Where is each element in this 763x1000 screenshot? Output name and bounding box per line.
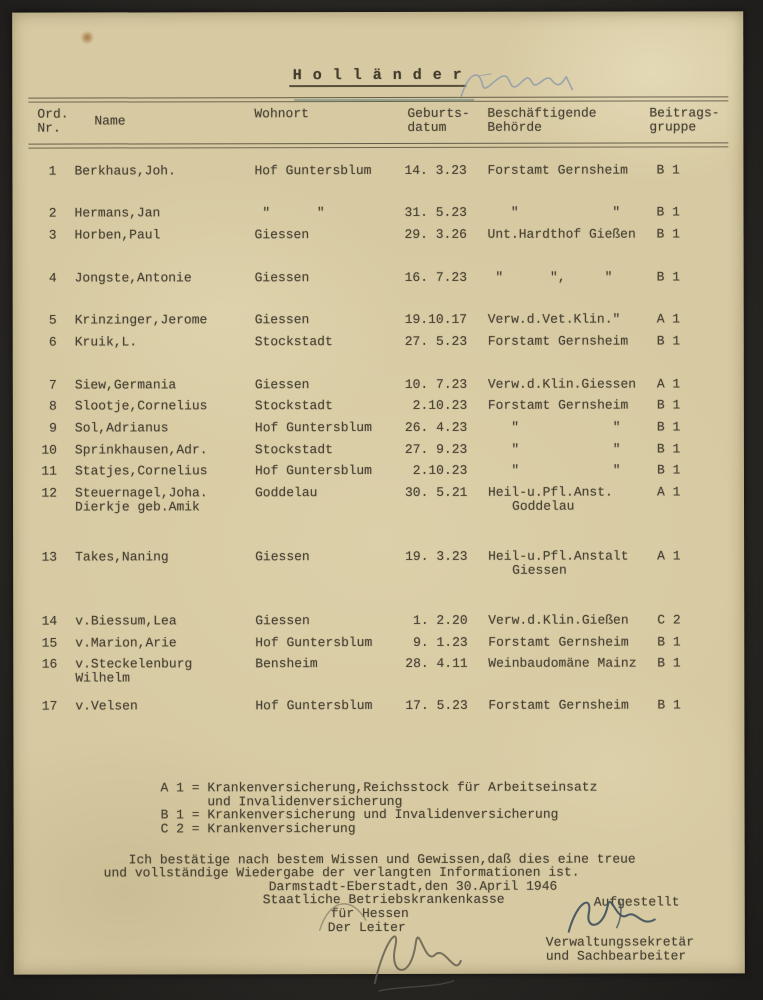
cell-geburtsdatum: 30. 5.21 (404, 484, 468, 500)
header-datum: datum (407, 119, 447, 135)
statement-line2: und vollständige Wiedergabe der verlangten Informationen ist. (103, 864, 580, 881)
cell-wohnort: Bensheim (255, 656, 318, 672)
header-beschaeftigende: Beschäftigende (487, 105, 597, 121)
cell-geburtsdatum: 27. 5.23 (404, 333, 468, 349)
cell-geburtsdatum: 29. 3.26 (404, 226, 467, 242)
cell-beitragsgruppe: B 1 (657, 655, 681, 671)
table-row (13, 485, 744, 516)
cell-wohnort: Giessen (254, 312, 310, 328)
cell-wohnort: Giessen (254, 227, 310, 243)
cell-name: Jongste,Antonie (74, 270, 192, 286)
cell-geburtsdatum: 16. 7.23 (404, 269, 468, 285)
cell-wohnort: Stockstadt (254, 398, 333, 414)
header-ord: Ord. (37, 106, 69, 122)
cell-ord-nr: 6 (48, 334, 57, 350)
cell-name: Berkhaus,Joh. (74, 163, 176, 179)
cell-geburtsdatum: 19. 3.23 (405, 548, 468, 564)
table-row (13, 270, 744, 301)
header-behoerde: Behörde (487, 119, 542, 135)
cell-ord-nr: 3 (48, 227, 57, 243)
legend-line-b1: B 1 = Krankenversicherung und Invalidenversicherung (160, 806, 559, 823)
table-row (12, 163, 743, 194)
statement-line1: Ich bestätige nach bestem Wissen und Gewissen,daß dies eine treue (128, 851, 636, 868)
cell-wohnort: Goddelau (254, 485, 318, 501)
cell-beitragsgruppe: A 1 (657, 548, 681, 564)
statement-org: Staatliche Betriebskrankenkasse (262, 891, 505, 908)
legend-line-a1: A 1 = Krankenversicherung,Reichsstock für Arbeitseinsatz (160, 779, 598, 796)
cell-wohnort: " " (254, 205, 325, 221)
header-name: Name (94, 113, 126, 129)
cell-beitragsgruppe: B 1 (657, 634, 681, 650)
cell-name: v.Biessum,Lea (75, 613, 177, 629)
cell-ord-nr: 14 (41, 613, 58, 629)
cell-ord-nr: 4 (48, 270, 57, 286)
cell-ord-nr: 9 (49, 420, 57, 436)
cell-geburtsdatum: 27. 9.23 (404, 441, 468, 457)
cell-ord-nr: 12 (41, 485, 58, 501)
cell-name: Horben,Paul (74, 227, 161, 243)
cell-behoerde: Forstamt Gernsheim (488, 697, 629, 713)
cell-behoerde: Heil-u.Pfl.Anst. (487, 484, 613, 500)
cell-name-line2: Dierkje geb.Amik (75, 498, 200, 515)
header-beitrags: Beitrags- (649, 105, 720, 121)
table-row (13, 698, 744, 729)
cell-wohnort: Giessen (254, 377, 310, 393)
cell-name: Steuernagel,Joha. (74, 485, 208, 501)
cell-geburtsdatum: 9. 1.23 (405, 634, 468, 650)
cell-ord-nr: 1 (48, 163, 57, 179)
cell-ord-nr: 13 (41, 549, 58, 565)
cell-ord-nr: 16 (41, 656, 58, 672)
legend-line-c2: C 2 = Krankenversicherung (160, 821, 356, 837)
cell-wohnort: Hof Guntersblum (255, 635, 373, 651)
cell-geburtsdatum: 2.10.23 (404, 397, 468, 413)
cell-name: Takes,Naning (75, 549, 169, 565)
cell-wohnort: Hof Guntersblum (255, 698, 373, 714)
cell-geburtsdatum: 17. 5.23 (405, 697, 468, 713)
cell-wohnort: Stockstadt (254, 442, 333, 458)
cell-behoerde: Forstamt Gernsheim (487, 162, 628, 178)
cell-wohnort: Hof Guntersblum (254, 463, 373, 479)
cell-geburtsdatum: 19.10.17 (404, 311, 468, 327)
cell-beitragsgruppe: B 1 (657, 697, 681, 713)
cell-behoerde: " " (487, 441, 621, 457)
cell-behoerde: " " (487, 419, 621, 435)
cell-behoerde: Forstamt Gernsheim (487, 333, 629, 349)
cell-beitragsgruppe: A 1 (656, 376, 681, 392)
cell-beitragsgruppe: B 1 (656, 419, 681, 435)
cell-name: Hermans,Jan (74, 205, 161, 221)
paper-sheet (12, 11, 745, 974)
cell-behoerde: Verw.d.Vet.Klin." (487, 311, 621, 327)
pencil-signature (359, 917, 474, 997)
cell-wohnort: Stockstadt (254, 334, 333, 350)
cell-beitragsgruppe: B 1 (656, 462, 681, 478)
cell-name: Krinzinger,Jerome (74, 312, 208, 328)
cell-geburtsdatum: 14. 3.23 (404, 162, 467, 178)
signer-role-line2: und Sachbearbeiter (545, 948, 687, 964)
cell-beitragsgruppe: B 1 (656, 204, 680, 220)
cell-geburtsdatum: 28. 4.11 (405, 655, 468, 671)
header-wohnort: Wohnort (254, 106, 309, 122)
cell-behoerde: Weinbaudomäne Mainz (488, 655, 637, 671)
cell-behoerde-line2: Goddelau (512, 498, 575, 514)
cell-behoerde: " " (487, 462, 621, 478)
cell-geburtsdatum: 10. 7.23 (404, 376, 468, 392)
cell-name: Kruik,L. (74, 334, 138, 350)
legend-line-a1b: und Invalidenversicherung (160, 793, 403, 810)
header-gruppe: gruppe (649, 119, 697, 135)
cell-beitragsgruppe: B 1 (656, 333, 681, 349)
cell-behoerde: Verw.d.Klin.Gießen (488, 612, 629, 628)
cell-ord-nr: 17 (41, 698, 58, 714)
cell-behoerde: " ", " (487, 269, 613, 285)
cell-wohnort: Hof Guntersblum (254, 163, 372, 179)
cell-beitragsgruppe: B 1 (656, 226, 680, 242)
cell-wohnort: Giessen (254, 270, 310, 286)
cell-behoerde: Verw.d.Klin.Giessen (487, 376, 637, 392)
cell-behoerde: Unt.Hardthof Gießen (487, 226, 636, 242)
cell-name: v.Marion,Arie (75, 635, 177, 651)
cell-geburtsdatum: 31. 5.23 (404, 204, 467, 220)
cell-name: Siew,Germania (74, 377, 177, 393)
cell-name-line2: Wilhelm (75, 669, 130, 686)
statement-date: Darmstadt-Eberstadt,den 30.April 1946 (268, 878, 558, 895)
edge-ink-blob (13, 649, 43, 689)
statement-prepared-label: Aufgestellt (593, 894, 680, 910)
cell-behoerde: Forstamt Gernsheim (488, 634, 629, 650)
cell-ord-nr: 11 (41, 463, 57, 479)
page-title: H o l l ä n d e r (12, 68, 743, 83)
table-row (13, 227, 744, 258)
cell-geburtsdatum: 2.10.23 (404, 462, 468, 478)
cell-behoerde-line2: Giessen (512, 562, 567, 578)
cell-ord-nr: 5 (48, 312, 57, 328)
cell-behoerde: " " (487, 204, 621, 220)
cell-ord-nr: 15 (41, 635, 58, 651)
ink-signature (559, 889, 669, 941)
cell-ord-nr: 10 (41, 442, 57, 458)
cell-behoerde: Heil-u.Pfl.Anstalt (488, 548, 629, 564)
cell-name: v.Steckelenburg (75, 656, 193, 672)
table-rows (12, 11, 744, 743)
cell-beitragsgruppe: A 1 (656, 311, 681, 327)
table-row (13, 656, 744, 687)
cell-ord-nr: 8 (49, 398, 57, 414)
cell-geburtsdatum: 1. 2.20 (405, 612, 468, 628)
cell-name: v.Velsen (75, 698, 138, 714)
cell-name: Slootje,Cornelius (74, 398, 208, 414)
table-row (13, 549, 744, 580)
cell-wohnort: Giessen (255, 549, 310, 565)
cell-name: Sprinkhausen,Adr. (74, 442, 208, 458)
cell-behoerde: Forstamt Gernsheim (487, 397, 629, 413)
cell-geburtsdatum: 26. 4.23 (404, 419, 468, 435)
cell-wohnort: Hof Guntersblum (254, 420, 372, 436)
cell-ord-nr: 7 (48, 377, 57, 393)
statement-leader: Der Leiter (327, 919, 406, 936)
header-geburts: Geburts- (407, 105, 470, 121)
cell-beitragsgruppe: B 1 (656, 441, 681, 457)
cell-beitragsgruppe: B 1 (656, 269, 681, 285)
cell-beitragsgruppe: B 1 (656, 162, 680, 178)
cell-name: Statjes,Cornelius (74, 463, 208, 479)
header-nr: Nr. (37, 120, 61, 136)
cell-beitragsgruppe: B 1 (656, 397, 681, 413)
cell-wohnort: Giessen (255, 613, 310, 629)
signer-role-line1: Verwaltungssekretär (545, 934, 695, 950)
statement-region: für Hessen (330, 905, 409, 922)
cell-beitragsgruppe: A 1 (656, 484, 681, 500)
cell-beitragsgruppe: C 2 (657, 612, 681, 628)
cell-ord-nr: 2 (48, 205, 57, 221)
table-row (13, 334, 744, 365)
cell-name: Sol,Adrianus (74, 420, 169, 436)
